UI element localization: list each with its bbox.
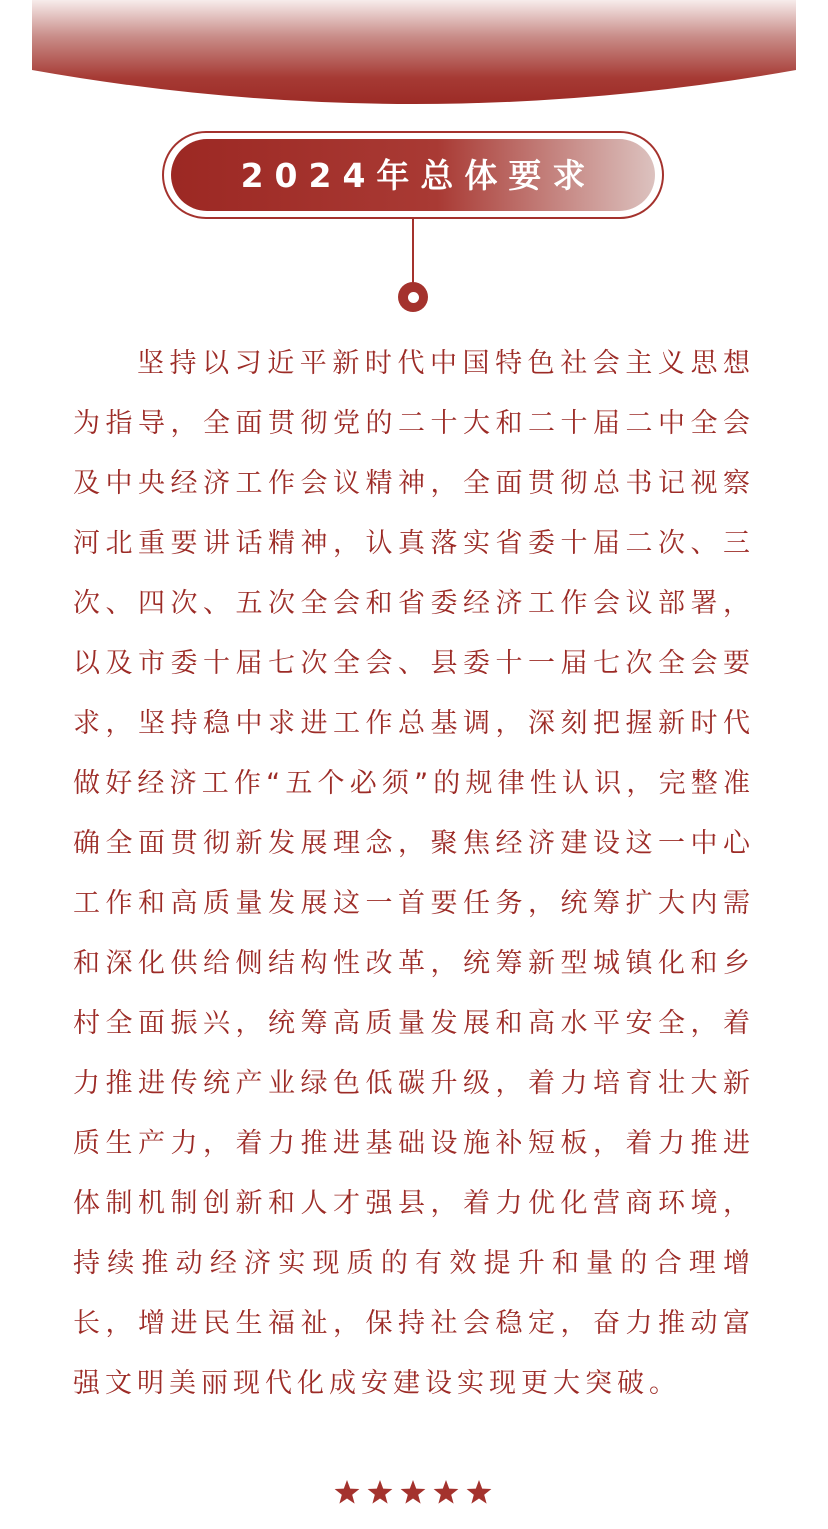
- star-icon: [368, 1480, 393, 1504]
- stars-decoration: [330, 1472, 498, 1512]
- star-icon: [335, 1480, 360, 1504]
- title-badge: [162, 131, 664, 219]
- body-paragraph: 坚持以习近平新时代中国特色社会主义思想为指导，全面贯彻党的二十大和二十届二中全会及中央经济工作会议精神，全面贯彻总书记视察河北重要讲话精神，认真落实省委十届二次、三次、四次、五次全会和省委经济工作会议部署，以及市委十届七次全会、县委十一届七次全会要求，坚持稳中求进工作总基调，深刻把握新时代做好经济工作“五个必须”的规律性认识，完整准确全面贯彻新发展理念，聚焦经济建设这一中心工作和高质量发展这一首要任务，统筹扩大内需和深化供给侧结构性改革，统筹新型城镇化和乡村全面振兴，统筹高质量发展和高水平安全，着力推进传统产业绿色低碳升级，着力培育壮大新质生产力，着力推进基础设施补短板，着力推进体制机制创新和人才强县，着力优化营商环境，持续推动经济实现质的有效提升和量的合理增长，增进民生福祉，保持社会稳定，奋力推动富强文明美丽现代化成安建设实现更大突破。: [73, 348, 755, 1399]
- top-banner-decoration: [0, 0, 828, 115]
- star-icon: [467, 1480, 492, 1504]
- connector-ring-center: [408, 292, 419, 303]
- connector-line: [412, 219, 414, 285]
- connector-ring-icon: [398, 282, 428, 312]
- star-icon: [434, 1480, 459, 1504]
- title-badge-fill: [171, 139, 655, 211]
- star-icon: [401, 1480, 426, 1504]
- section-title: 2024年总体要求: [240, 155, 597, 195]
